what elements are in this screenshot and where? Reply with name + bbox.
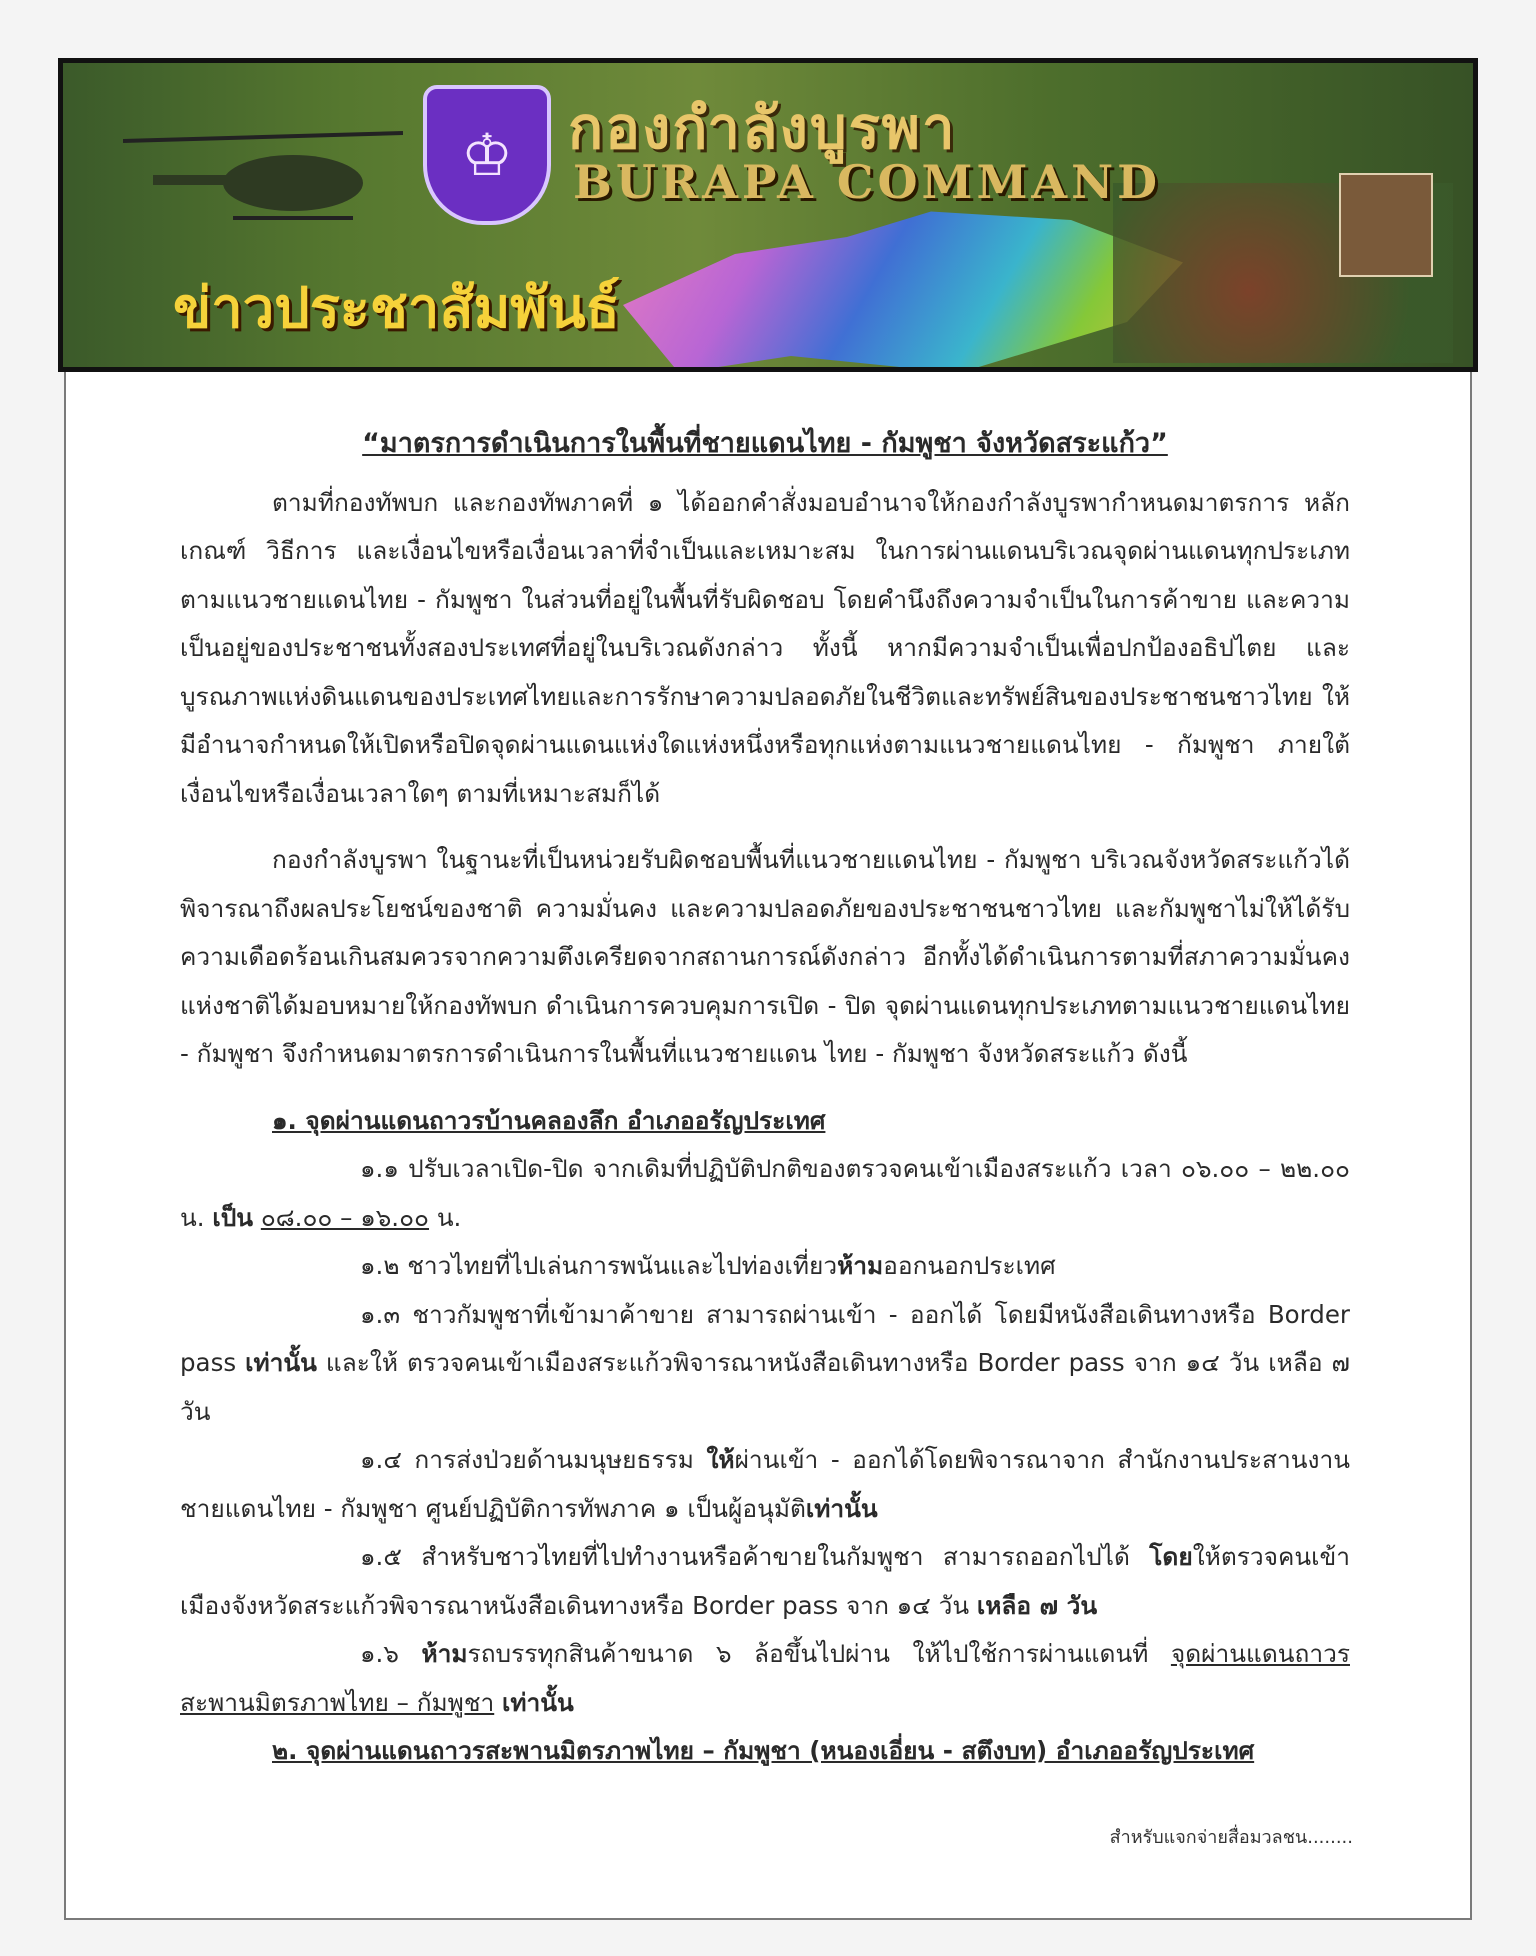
burapa-emblem [423,85,551,225]
region-map-image [623,203,1183,372]
document-title: “มาตรการดำเนินการในพื้นที่ชายแดนไทย - กัมพูชา จังหวัดสระแก้ว” [362,428,1168,459]
paragraph-2: กองกำลังบูรพา ในฐานะที่เป็นหน่วยรับผิดชอบพื้นที่แนวชายแดนไทย - กัมพูชา บริเวณจังหวัดสระแก้วได้พิจารณาถึงผลประโยชน์ของชาติ ความมั่นคง และความปลอดภัยของประชาชนชาวไทย และกัมพูชาไม่ให้ได้รับความเดือดร้อนเกินสมควรจากความตึงเครียดจากสถานการณ์ดังกล่าว อีกทั้งได้ดำเนินการตามที่สภาความมั่นคงแห่งชาติได้มอบหมายให้กองทัพบก ดำเนินการควบคุมการเปิด - ปิด จุดผ่านแดนทุกประเภทตามแนวชายแดนไทย - กัมพูชา จึงกำหนดมาตรการดำเนินการในพื้นที่แนวชายแดน ไทย - กัมพูชา จังหวัดสระแก้ว ดังนี้ [180,845,1350,1068]
banner-thai-title: กองกำลังบูรพา [568,94,957,162]
banner-english-title: BURAPA COMMAND [573,155,1162,209]
item-1-4: ๑.๔ การส่งป่วยด้านมนุษยธรรม ให้ผ่านเข้า - ออกได้โดยพิจารณาจาก สำนักงานประสานงานชายแดนไทย - กัมพูชา ศูนย์ปฏิบัติการทัพภาค ๑ เป็นผู้อนุมัติเท่านั้น [180,1445,1350,1523]
item-1-6: ๑.๖ ห้ามรถบรรทุกสินค้าขนาด ๖ ล้อขึ้นไปผ่าน ให้ไปใช้การผ่านแดนที่ จุดผ่านแดนถาวรสะพานมิตรภาพไทย – กัมพูชา เท่านั้น [180,1639,1350,1717]
distribution-note: สำหรับแจกจ่ายสื่อมวลชน........ [1109,1827,1353,1848]
section-2-heading: ๒. จุดผ่านแดนถาวรสะพานมิตรภาพไทย – กัมพูชา (หนองเอี่ยน - สตึงบท) อำเภออรัญประเทศ [272,1736,1255,1765]
royal-emblem-icon: ♔ [461,121,513,189]
item-1-2: ๑.๒ ชาวไทยที่ไปเล่นการพนันและไปท่องเที่ยวห้ามออกนอกประเทศ [360,1251,1056,1280]
header-banner [58,58,1478,372]
item-1-1: ๑.๑ ปรับเวลาเปิด-ปิด จากเดิมที่ปฏิบัติปกติของตรวจคนเข้าเมืองสระแก้ว เวลา ๐๖.๐๐ – ๒๒.๐๐ น. เป็น ๐๘.๐๐ – ๑๖.๐๐ น. [180,1154,1350,1232]
paragraph-1: ตามที่กองทัพบก และกองทัพภาคที่ ๑ ได้ออกคำสั่งมอบอำนาจให้กองกำลังบูรพากำหนดมาตรการ หลักเกณฑ์ วิธีการ และเงื่อนไขหรือเงื่อนเวลาที่จำเป็นและเหมาะสม ในการผ่านแดนบริเวณจุดผ่านแดนทุกประเภทตามแนวชายแดนไทย - กัมพูชา ในส่วนที่อยู่ในพื้นที่รับผิดชอบ โดยคำนึงถึงความจำเป็นในการค้าขาย และความเป็นอยู่ของประชาชนทั้งสองประเทศที่อยู่ในบริเวณดังกล่าว ทั้งนี้ หากมีความจำเป็นเพื่อปกป้องอธิปไตย และบูรณภาพแห่งดินแดนของประเทศไทยและการรักษาความปลอดภัยในชีวิตและทรัพย์สินของประชาชนชาวไทย ให้มีอำนาจกำหนดให้เปิดหรือปิดจุดผ่านแดนแห่งใดแห่งหนึ่งหรือทุกแห่งตามแนวชายแดนไทย - กัมพูชา ภายใต้เงื่อนไขหรือเงื่อนเวลาใดๆ ตามที่เหมาะสมก็ได้ [180,487,1350,808]
item-1-5: ๑.๕ สำหรับชาวไทยที่ไปทำงานหรือค้าขายในกัมพูชา สามารถออกไปได้ โดยให้ตรวจคนเข้าเมืองจังหวัดสระแก้วพิจารณาหนังสือเดินทางหรือ Border pass จาก ๑๔ วัน เหลือ ๗ วัน [180,1542,1351,1620]
monument-image [1339,173,1433,277]
banner-news-label: ข่าวประชาสัมพันธ์ [173,275,620,341]
document-body [180,420,1350,1776]
item-1-3: ๑.๓ ชาวกัมพูชาที่เข้ามาค้าขาย สามารถผ่านเข้า - ออกได้ โดยมีหนังสือเดินทางหรือ Border pass เท่านั้น และให้ ตรวจคนเข้าเมืองสระแก้วพิจารณาหนังสือเดินทางหรือ Border pass จาก ๑๔ วัน เหลือ ๗ วัน [180,1299,1350,1426]
helicopter-icon [123,123,403,233]
section-1-heading: ๑. จุดผ่านแดนถาวรบ้านคลองลึก อำเภออรัญประเทศ [272,1105,826,1135]
